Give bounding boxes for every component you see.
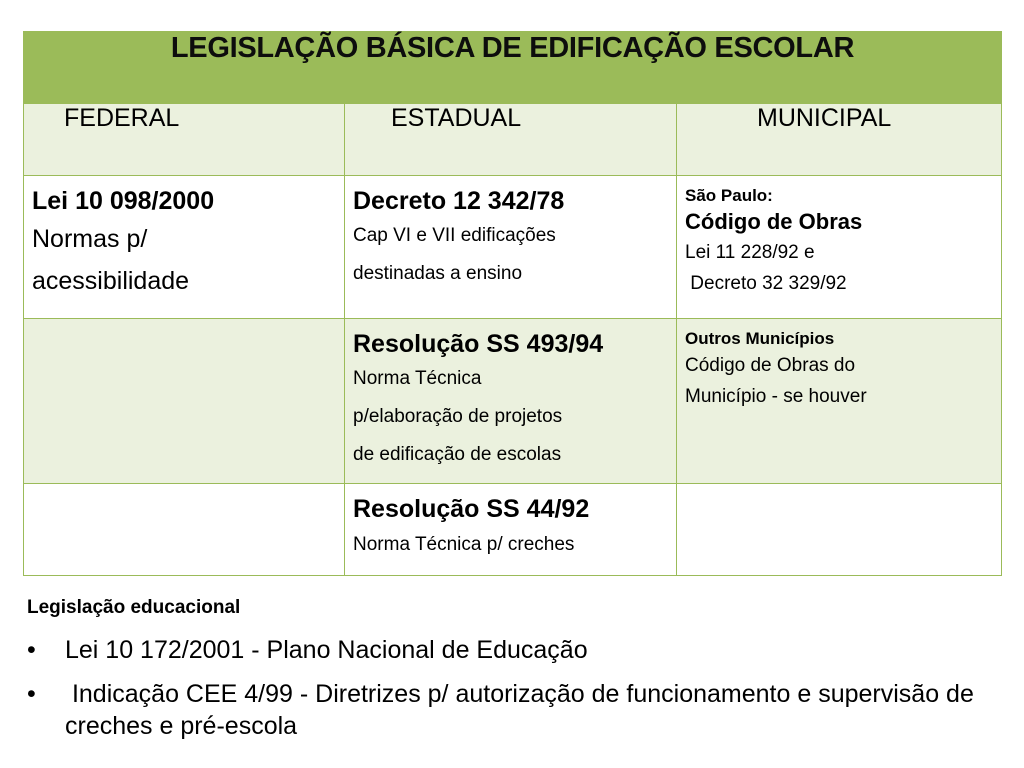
cell-federal [24, 176, 345, 319]
educational-legislation-list [27, 634, 997, 754]
estadual-law-line: Norma Técnica [353, 368, 482, 389]
header-estadual: ESTADUAL [345, 104, 677, 176]
estadual-law-line: p/elaboração de projetos [353, 406, 563, 427]
cell-municipal [677, 176, 1002, 319]
estadual-law-title: Resolução SS 493/94 [353, 330, 604, 358]
municipal-place: Outros Municípios [685, 329, 835, 348]
cell-federal-empty [24, 319, 345, 484]
federal-law-line: Normas p/ [32, 225, 148, 253]
table-row [24, 319, 1002, 484]
estadual-law-line: de edificação de escolas [353, 444, 562, 465]
legislation-table [23, 31, 1002, 576]
bullet-icon: • [27, 680, 36, 708]
list-item-text: Lei 10 172/2001 - Plano Nacional de Educação [65, 636, 588, 664]
cell-municipal [677, 319, 1002, 484]
educational-legislation-heading: Legislação educacional [27, 597, 241, 618]
table-header-row [24, 104, 1002, 176]
list-item [27, 634, 997, 666]
estadual-law-line: Cap VI e VII edificações [353, 225, 556, 246]
table-row [24, 176, 1002, 319]
municipal-law-line: Município - se houver [685, 386, 867, 407]
cell-municipal-empty [677, 484, 1002, 576]
table-row [24, 484, 1002, 576]
list-item-text: Indicação CEE 4/99 - Diretrizes p/ autorização de funcionamento e supervisão de creches e pré-escola [65, 680, 981, 740]
municipal-law-line: Decreto 32 329/92 [685, 273, 847, 294]
header-federal: FEDERAL [24, 104, 345, 176]
estadual-law-line: Norma Técnica p/ creches [353, 534, 575, 555]
cell-estadual [345, 484, 677, 576]
bullet-icon: • [27, 636, 36, 664]
cell-estadual [345, 176, 677, 319]
federal-law-line: acessibilidade [32, 267, 190, 295]
cell-estadual [345, 319, 677, 484]
table-title: LEGISLAÇÃO BÁSICA DE EDIFICAÇÃO ESCOLAR [24, 32, 1002, 104]
table-title-row [24, 32, 1002, 104]
estadual-law-line: destinadas a ensino [353, 263, 523, 284]
estadual-law-title: Decreto 12 342/78 [353, 187, 565, 215]
municipal-law-line: Lei 11 228/92 e [685, 242, 815, 263]
municipal-law-title: Código de Obras [685, 209, 863, 234]
municipal-place: São Paulo: [685, 186, 773, 205]
list-item [27, 678, 997, 742]
legislation-table-container [23, 31, 1001, 576]
cell-federal-empty [24, 484, 345, 576]
municipal-law-line: Código de Obras do [685, 355, 856, 376]
federal-law-title: Lei 10 098/2000 [32, 187, 215, 215]
header-municipal: MUNICIPAL [677, 104, 1002, 176]
estadual-law-title: Resolução SS 44/92 [353, 495, 590, 523]
